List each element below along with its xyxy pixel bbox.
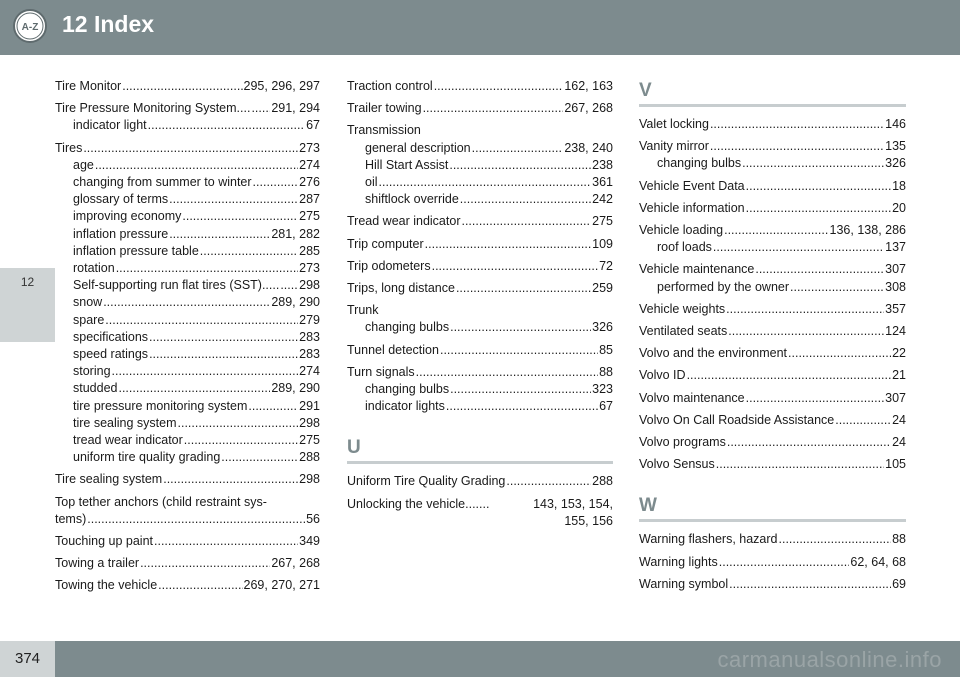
index-term: inflation pressure table <box>73 243 199 258</box>
index-letter-heading <box>639 495 906 522</box>
dot-leader <box>149 329 298 346</box>
dot-leader <box>446 398 598 415</box>
dot-leader <box>416 364 598 381</box>
index-subentry <box>55 226 320 243</box>
page-number-box <box>0 641 55 677</box>
page-reference: 267, 268 <box>564 101 613 116</box>
index-entry <box>639 576 906 593</box>
index-term: Ventilated seats <box>639 324 728 339</box>
dot-leader <box>169 191 298 208</box>
index-term: Unlocking the vehicle....... <box>347 496 490 511</box>
page-reference: 269, 270, 271 <box>243 578 320 593</box>
index-term: Volvo ID <box>639 368 686 383</box>
dot-leader <box>221 449 298 466</box>
index-term: Volvo On Call Roadside Assistance <box>639 412 835 427</box>
letter-divider <box>347 461 613 464</box>
dot-leader <box>154 533 298 550</box>
page-reference: 273 <box>299 261 320 276</box>
index-term: spare <box>73 312 105 327</box>
index-subentry <box>55 346 320 363</box>
dot-leader <box>140 555 270 572</box>
page-reference: 109 <box>592 236 613 251</box>
page-reference: 308 <box>885 279 906 294</box>
dot-leader <box>251 100 270 117</box>
index-term: storing <box>73 364 111 379</box>
page-reference: 238, 240 <box>564 140 613 155</box>
index-letter: V <box>639 80 652 101</box>
dot-leader <box>200 243 298 260</box>
index-letter-heading <box>639 80 906 107</box>
index-term: tire pressure monitoring system <box>73 398 248 413</box>
index-term: Tire Monitor <box>55 79 122 93</box>
index-entry <box>55 555 320 572</box>
index-term: inflation pressure <box>73 226 169 241</box>
page-reference: 85 <box>599 342 613 357</box>
index-term: specifications <box>73 329 149 344</box>
index-subentry <box>55 243 320 260</box>
index-entry <box>639 261 906 278</box>
dot-leader <box>779 531 892 548</box>
index-term: Self-supporting run flat tires (SST)..... <box>73 278 280 293</box>
index-term: age <box>73 157 94 172</box>
page-reference: 146 <box>885 117 906 131</box>
index-entry <box>55 100 320 117</box>
index-term: Valet locking <box>639 117 709 131</box>
index-entry <box>55 577 320 594</box>
index-term: Trips, long distance <box>347 281 455 296</box>
dot-leader <box>729 576 891 593</box>
page-reference: 275 <box>299 433 320 448</box>
page-reference: 291 <box>299 398 320 413</box>
index-entry <box>639 301 906 318</box>
index-term: oil <box>365 175 378 190</box>
index-term: Vehicle information <box>639 200 745 215</box>
dot-leader <box>788 345 891 362</box>
index-subentry <box>55 260 320 277</box>
index-term: Volvo Sensus <box>639 457 715 472</box>
index-term: rotation <box>73 261 115 276</box>
dot-leader <box>449 157 591 174</box>
index-term: Warning flashers, hazard <box>639 532 778 547</box>
index-subentry <box>55 363 320 380</box>
dot-leader <box>710 116 884 133</box>
page-title: 12 Index <box>62 11 155 37</box>
dot-leader <box>149 346 298 363</box>
page-reference: 289, 290 <box>271 381 320 396</box>
index-subentry <box>639 279 906 296</box>
index-entry <box>347 258 613 275</box>
index-entry <box>639 323 906 340</box>
dot-leader <box>280 277 298 294</box>
index-letter: U <box>347 437 361 459</box>
page-reference: 275 <box>299 209 320 224</box>
chapter-tab-label: 12 <box>20 275 35 289</box>
index-entry <box>639 138 906 155</box>
page-reference: 67 <box>306 118 320 133</box>
dot-leader <box>450 381 591 398</box>
index-term: Trip computer <box>347 236 424 251</box>
index-entry <box>639 345 906 362</box>
index-subentry <box>639 155 906 172</box>
index-term: glossary of terms <box>73 192 169 207</box>
dot-leader <box>434 78 564 95</box>
page-reference: 298 <box>299 472 320 487</box>
index-subentry <box>55 208 320 225</box>
dot-leader <box>178 415 299 432</box>
dot-leader <box>687 367 892 384</box>
page-reference: 22 <box>892 346 906 361</box>
index-entry <box>639 434 906 451</box>
page-reference: 137 <box>885 240 906 255</box>
page-reference: 124 <box>885 324 906 339</box>
dot-leader <box>112 363 299 380</box>
index-subentry <box>55 380 320 397</box>
page-reference: 274 <box>299 364 320 379</box>
index-entry <box>639 178 906 195</box>
page-reference: 21 <box>892 368 906 383</box>
index-term: Towing a trailer <box>55 556 140 571</box>
dot-leader <box>118 380 270 397</box>
dot-leader <box>83 140 298 157</box>
index-entry <box>347 236 613 253</box>
index-subentry <box>347 191 613 208</box>
index-term: Volvo and the environment <box>639 346 788 361</box>
index-term: performed by the owner <box>657 279 790 294</box>
page-reference: 298 <box>299 278 320 293</box>
index-subentry <box>55 415 320 432</box>
index-subentry <box>347 381 613 398</box>
page-reference: 56 <box>306 511 320 526</box>
page-reference: 105 <box>885 457 906 472</box>
index-term: Warning symbol <box>639 576 729 591</box>
index-subentry <box>55 117 320 134</box>
index-subentry <box>55 191 320 208</box>
page-reference: 238 <box>592 157 613 172</box>
dot-leader <box>746 178 891 195</box>
index-term: Tires <box>55 140 83 155</box>
index-term: Uniform Tire Quality Grading <box>347 474 506 489</box>
page-reference: 298 <box>299 415 320 430</box>
index-entry <box>347 364 613 381</box>
index-subentry <box>55 174 320 191</box>
page-reference: 67 <box>599 399 613 414</box>
dot-leader <box>746 390 885 407</box>
page-reference: 162, 163 <box>564 79 613 93</box>
index-column-3 <box>639 80 906 593</box>
page-reference: 276 <box>299 175 320 190</box>
page-reference: 18 <box>892 178 906 193</box>
dot-leader <box>116 260 298 277</box>
index-entry: Transmission <box>347 123 421 138</box>
index-term: Tunnel detection <box>347 342 439 357</box>
index-term: Vanity mirror <box>639 139 709 154</box>
index-term: indicator lights <box>365 399 445 414</box>
index-entry <box>639 390 906 407</box>
page-reference: 285 <box>299 243 320 258</box>
dot-leader <box>182 208 298 225</box>
page-reference: 273 <box>299 140 320 155</box>
index-term: improving economy <box>73 209 182 224</box>
dot-leader <box>461 213 591 230</box>
index-term: Trip odometers <box>347 258 431 273</box>
index-subentry <box>347 174 613 191</box>
dot-leader <box>728 323 884 340</box>
page-reference: 88 <box>599 364 613 379</box>
dot-leader <box>379 174 592 191</box>
page-reference: 20 <box>892 200 906 215</box>
dot-leader <box>158 577 242 594</box>
letter-divider <box>639 104 906 107</box>
page-reference: 143, 153, 154, <box>533 496 613 511</box>
dot-leader <box>719 554 850 571</box>
dot-leader <box>506 473 591 490</box>
page-reference: 69 <box>892 576 906 591</box>
index-term: Trailer towing <box>347 101 422 116</box>
index-term: Touching up paint <box>55 534 153 549</box>
index-term: changing bulbs <box>365 382 450 397</box>
index-entry <box>639 554 906 571</box>
page-reference: 283 <box>299 347 320 362</box>
index-entry-continuation: 155, 156 <box>564 513 613 528</box>
dot-leader <box>432 258 599 275</box>
page-reference: 326 <box>885 156 906 171</box>
index-term: uniform tire quality grading <box>73 450 221 465</box>
index-subentry <box>347 157 613 174</box>
index-entry <box>639 456 906 473</box>
dot-leader <box>103 294 270 311</box>
page-reference: 361 <box>592 175 613 190</box>
index-term: roof loads <box>657 240 712 255</box>
page-reference: 307 <box>885 262 906 277</box>
index-entry <box>347 473 613 490</box>
index-term: Vehicle Event Data <box>639 178 745 193</box>
index-term: Tread wear indicator <box>347 214 461 229</box>
index-subentry <box>55 432 320 449</box>
index-term: changing from summer to winter <box>73 175 252 190</box>
dot-leader <box>835 412 891 429</box>
dot-leader <box>742 155 884 172</box>
dot-leader <box>253 174 299 191</box>
dot-leader <box>790 279 884 296</box>
index-subentry <box>55 511 320 528</box>
index-subentry <box>55 398 320 415</box>
index-entry <box>347 100 613 117</box>
index-entry <box>347 342 613 359</box>
page-reference: 295, 296, 297 <box>243 79 320 93</box>
index-term: changing bulbs <box>657 156 742 171</box>
index-entry <box>639 531 906 548</box>
page-reference: 281, 282 <box>271 226 320 241</box>
dot-leader <box>122 78 242 95</box>
page-reference: 259 <box>592 281 613 296</box>
index-letter-heading <box>347 437 613 464</box>
index-letter: W <box>639 495 657 517</box>
index-term: Vehicle loading <box>639 223 724 238</box>
dot-leader <box>423 100 564 117</box>
index-term: studded <box>73 381 118 396</box>
watermark: carmanualsonline.info <box>717 647 942 672</box>
index-term: Traction control <box>347 79 433 93</box>
letter-divider <box>639 519 906 522</box>
page-reference: 291, 294 <box>271 101 320 116</box>
page-reference: 24 <box>892 412 906 427</box>
a-z-index-icon <box>12 8 48 44</box>
dot-leader <box>460 191 591 208</box>
dot-leader <box>724 222 828 239</box>
dot-leader <box>713 239 884 256</box>
index-entry <box>347 496 613 513</box>
dot-leader <box>87 511 305 528</box>
dot-leader <box>95 157 298 174</box>
dot-leader <box>148 117 305 134</box>
index-entry <box>639 116 906 133</box>
index-term: Vehicle maintenance <box>639 262 755 277</box>
index-term: Tire Pressure Monitoring System.... <box>55 101 251 116</box>
index-entry <box>55 471 320 488</box>
index-term: speed ratings <box>73 347 149 362</box>
index-entry <box>639 367 906 384</box>
index-term: Volvo maintenance <box>639 390 745 405</box>
index-subentry <box>55 157 320 174</box>
index-subentry <box>639 239 906 256</box>
dot-leader <box>472 140 564 157</box>
page-reference: 279 <box>299 312 320 327</box>
index-entry <box>639 200 906 217</box>
page-reference: 267, 268 <box>271 556 320 571</box>
page-reference: 283 <box>299 329 320 344</box>
index-term: Tire sealing system <box>55 472 163 487</box>
dot-leader <box>456 280 591 297</box>
index-term: Turn signals <box>347 364 415 379</box>
index-term: Towing the vehicle <box>55 578 158 593</box>
page-reference: 357 <box>885 301 906 316</box>
dot-leader <box>440 342 598 359</box>
dot-leader <box>169 226 270 243</box>
dot-leader <box>726 301 884 318</box>
index-entry <box>55 78 320 95</box>
index-term: changing bulbs <box>365 320 450 335</box>
index-subentry <box>347 319 613 336</box>
index-column-2 <box>347 78 613 530</box>
index-term: Vehicle weights <box>639 301 726 316</box>
page-footer <box>0 641 960 677</box>
index-term: Volvo programs <box>639 435 726 450</box>
index-entry <box>639 222 906 239</box>
index-entry <box>55 140 320 157</box>
page-reference: 323 <box>592 382 613 397</box>
page-header <box>0 0 960 55</box>
dot-leader <box>248 398 298 415</box>
dot-leader <box>184 432 298 449</box>
page-reference: 287 <box>299 192 320 207</box>
index-column-1 <box>55 78 320 595</box>
page-reference: 349 <box>299 534 320 549</box>
dot-leader <box>450 319 591 336</box>
index-entry <box>347 280 613 297</box>
index-subentry <box>55 294 320 311</box>
page-reference: 242 <box>592 192 613 207</box>
index-entry <box>347 213 613 230</box>
index-entry: Top tether anchors (child restraint sys- <box>55 494 267 509</box>
index-entry <box>347 78 613 95</box>
dot-leader <box>746 200 891 217</box>
page-reference: 136, 138, 286 <box>829 223 906 238</box>
page-reference: 88 <box>892 532 906 547</box>
page-reference: 72 <box>599 258 613 273</box>
page-reference: 288 <box>592 474 613 489</box>
dot-leader <box>163 471 298 488</box>
dot-leader <box>755 261 884 278</box>
page-reference: 275 <box>592 214 613 229</box>
page-reference: 274 <box>299 157 320 172</box>
page-reference: 307 <box>885 390 906 405</box>
index-subentry <box>55 329 320 346</box>
index-term: tread wear indicator <box>73 433 183 448</box>
index-term: tire sealing system <box>73 415 177 430</box>
page-reference: 135 <box>885 139 906 154</box>
index-term: Warning lights <box>639 554 718 569</box>
index-term: Hill Start Assist <box>365 157 449 172</box>
svg-text:A-Z: A-Z <box>21 22 39 33</box>
index-subentry <box>55 449 320 466</box>
page-number: 374 <box>14 650 41 667</box>
index-term: tems) <box>55 511 87 526</box>
index-subentry <box>55 277 320 294</box>
index-subentry <box>55 312 320 329</box>
chapter-tab <box>0 268 55 342</box>
index-entry <box>55 533 320 550</box>
page-reference: 326 <box>592 320 613 335</box>
index-term: indicator light <box>73 118 147 133</box>
index-subentry <box>347 398 613 415</box>
index-term: snow <box>73 295 103 310</box>
page-reference: 288 <box>299 450 320 465</box>
index-term: general description <box>365 140 471 155</box>
dot-leader <box>716 456 884 473</box>
dot-leader <box>710 138 884 155</box>
page-reference: 24 <box>892 435 906 450</box>
page-reference: 62, 64, 68 <box>850 554 906 569</box>
dot-leader <box>425 236 591 253</box>
dot-leader <box>105 312 298 329</box>
page-reference: 289, 290 <box>271 295 320 310</box>
index-subentry <box>347 140 613 157</box>
dot-leader <box>727 434 891 451</box>
index-entry <box>639 412 906 429</box>
index-entry: Trunk <box>347 303 379 318</box>
index-term: shiftlock override <box>365 192 459 207</box>
